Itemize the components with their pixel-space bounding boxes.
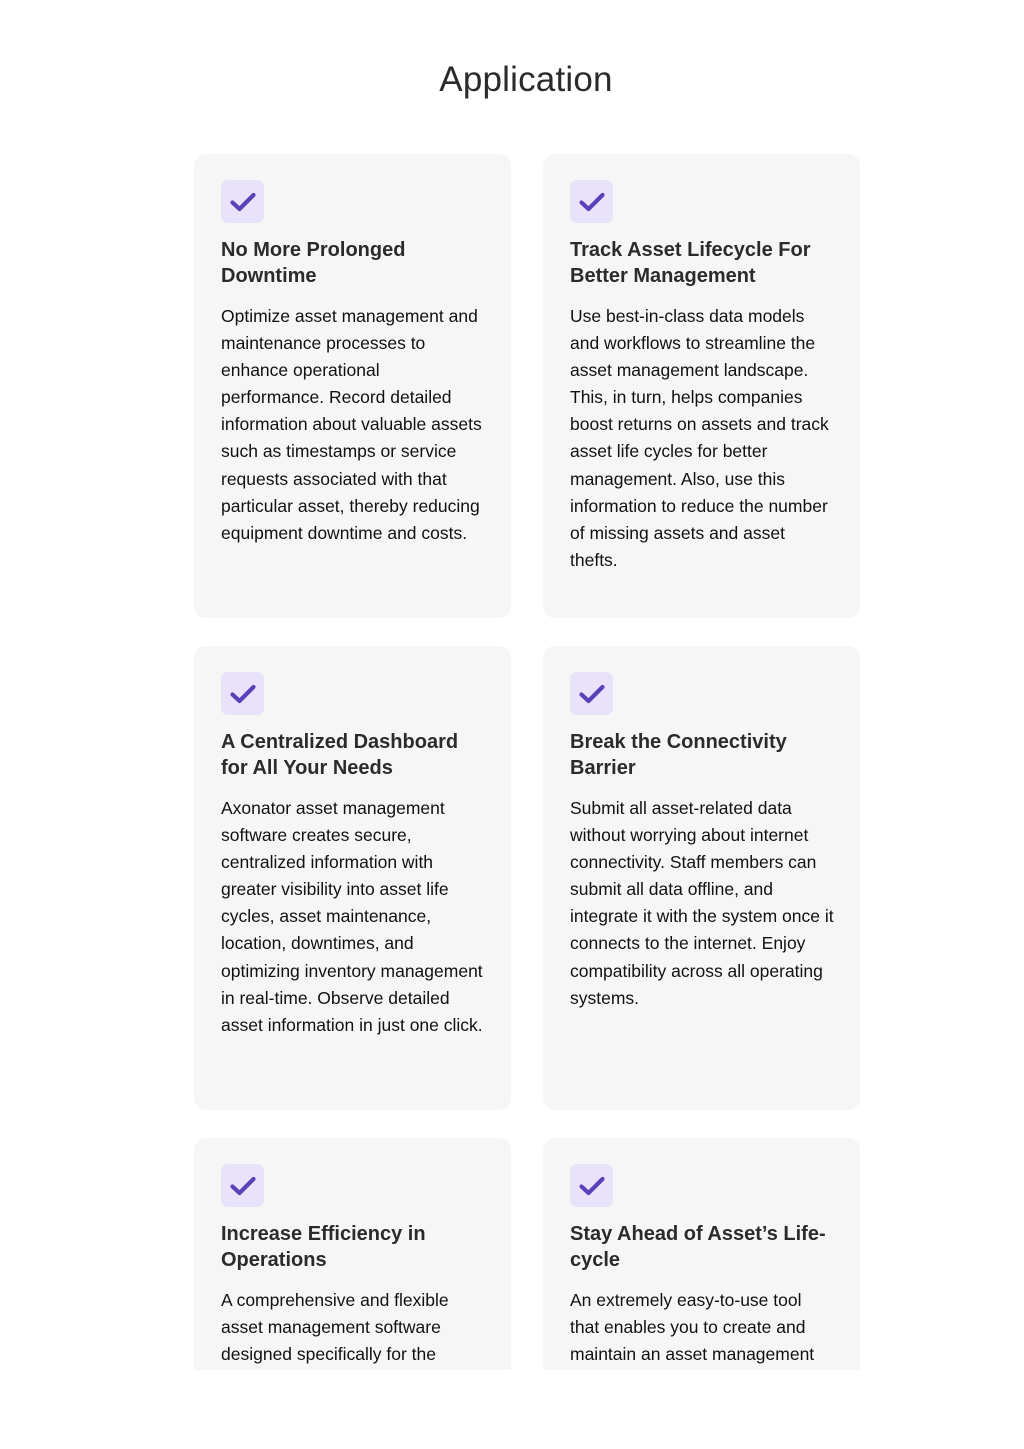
check-icon (570, 180, 613, 223)
check-icon (570, 672, 613, 715)
feature-title: Break the Connectivity Barrier (570, 731, 787, 779)
check-icon (570, 1164, 613, 1207)
feature-card (194, 646, 511, 1110)
feature-title: A Centralized Dashboard for All Your Needs (221, 731, 459, 779)
check-icon (221, 672, 264, 715)
check-icon (221, 180, 264, 223)
feature-description: Optimize asset management and maintenance processes to enhance operational performance. Record detailed information about valuable assets such as timestamps or service requests associated with that particular asset, thereby reducing equipment downtime and costs. (221, 306, 482, 543)
feature-description: Use best-in-class data models and workflows to streamline the asset management landscape. This, in turn, helps companies boost returns on assets and track asset life cycles for better management. Also, use this information to reduce the number of missing assets and asset thefts. (570, 306, 829, 570)
feature-description: An extremely easy-to-use tool that enables you to create and maintain an asset management (570, 1290, 815, 1365)
check-icon (221, 1164, 264, 1207)
feature-description: A comprehensive and flexible asset management software designed specifically for the (221, 1290, 449, 1365)
feature-title: No More Prolonged Downtime (221, 239, 406, 287)
feature-card (543, 646, 860, 1110)
feature-card (194, 154, 511, 618)
feature-description: Axonator asset management software creates secure, centralized information with greater visibility into asset life cycles, asset maintenance, location, downtimes, and optimizing inventory management in real-time. Observe detailed asset information in just one click. (221, 798, 483, 1035)
feature-card (194, 1138, 511, 1370)
feature-card (543, 154, 860, 618)
features-grid (194, 154, 860, 1370)
feature-title: Stay Ahead of Asset’s Life-cycle (570, 1223, 826, 1271)
features-grid-viewport (194, 154, 860, 1370)
feature-card (543, 1138, 860, 1370)
feature-title: Increase Efficiency in Operations (221, 1223, 426, 1271)
page-title: Application (439, 60, 613, 99)
feature-description: Submit all asset-related data without worrying about internet connectivity. Staff members can submit all data offline, and integrate it with the system once it connects to the internet. Enjoy compatibility across all operating systems. (570, 798, 834, 1008)
feature-title: Track Asset Lifecycle For Better Management (570, 239, 811, 287)
